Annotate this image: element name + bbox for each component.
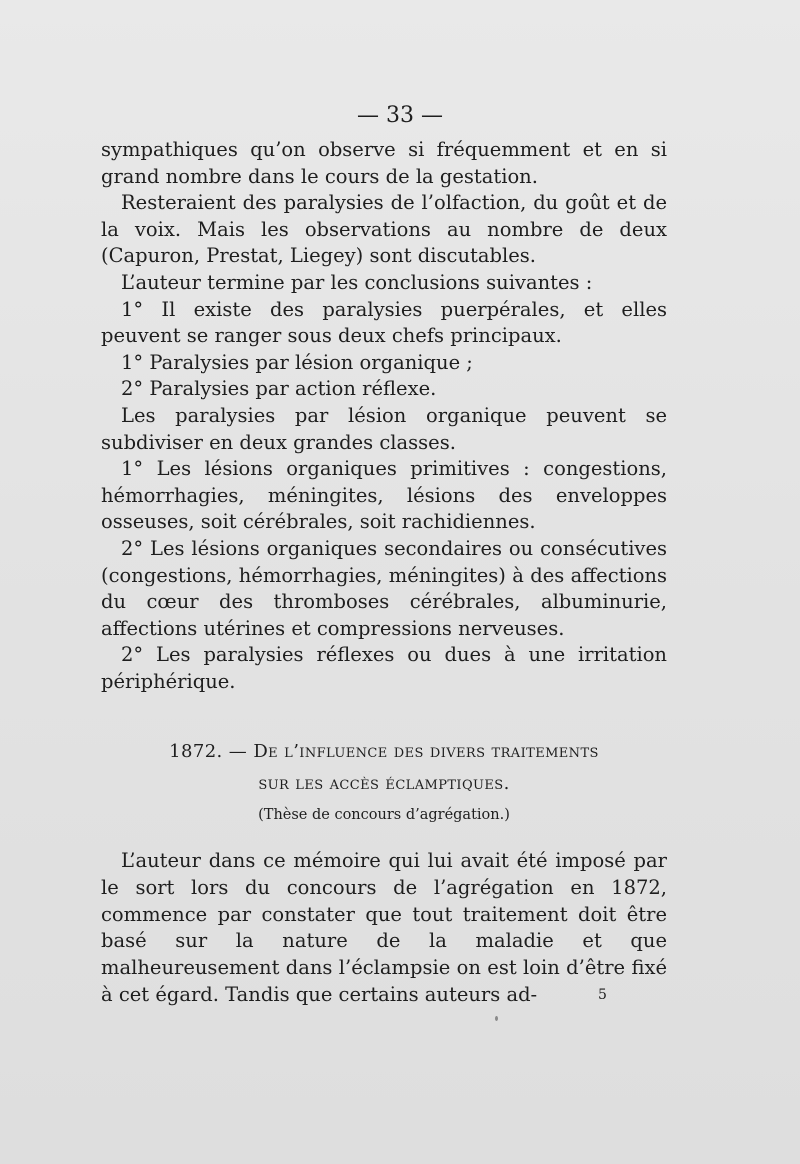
- page-number: — 33 —: [357, 103, 443, 128]
- paragraph-2: Resteraient des paralysies de l’olfaction, du goût et de la voix. Mais les observations au nombre de deux (Capuron, Prestat, Liegey) sont discutables.: [101, 191, 667, 268]
- paragraph-6: 2° Paralysies par action réflexe.: [121, 377, 437, 401]
- section-title-line-1: 1872. — De l’influence des divers traitements: [169, 741, 599, 762]
- signature-mark: 5: [598, 987, 607, 1003]
- section-title-line-2: sur les accès éclamptiques.: [258, 773, 510, 794]
- section-subtitle: (Thèse de concours d’agrégation.): [258, 807, 510, 823]
- text-body: [101, 137, 667, 695]
- paragraph-5: 1° Paralysies par lésion organique ;: [121, 350, 473, 374]
- paragraph-4: 1° Il existe des paralysies puerpérales, et elles peuvent se ranger sous deux chefs principaux.: [101, 297, 667, 348]
- paragraph-10: 2° Les paralysies réflexes ou dues à une irritation périphérique.: [101, 643, 667, 693]
- paragraph-9: 2° Les lésions organiques secondaires ou consécutives (congestions, hémorrhagies, méningites) à des affections du cœur des thromboses cérébrales, albuminurie, affections utérines et compressions nerveuses.: [101, 536, 667, 640]
- section-paragraph: L’auteur dans ce mémoire qui lui avait été imposé par le sort lors du concours de l’agrégation en 1872, commence par constater que tout traitement doit être basé sur la nature de la maladie et que malheureusement dans l’éclampsie on est loin d’être fixé à cet égard. Tandis que certains auteurs ad-: [101, 849, 667, 1006]
- section-title: [101, 736, 667, 800]
- paragraph-3: L’auteur termine par les conclusions suivantes :: [121, 270, 593, 294]
- paper-speck: [495, 1016, 498, 1021]
- paragraph-8: 1° Les lésions organiques primitives : congestions, hémorrhagies, méningites, lésions des enveloppes osseuses, soit cérébrales, soit rachidiennes.: [101, 457, 667, 534]
- paragraph-1: sympathiques qu’on observe si fréquemment et en si grand nombre dans le cours de la gestation.: [101, 138, 667, 188]
- section-body: [101, 848, 667, 1009]
- paragraph-7: Les paralysies par lésion organique peuvent se subdiviser en deux grandes classes.: [101, 403, 667, 454]
